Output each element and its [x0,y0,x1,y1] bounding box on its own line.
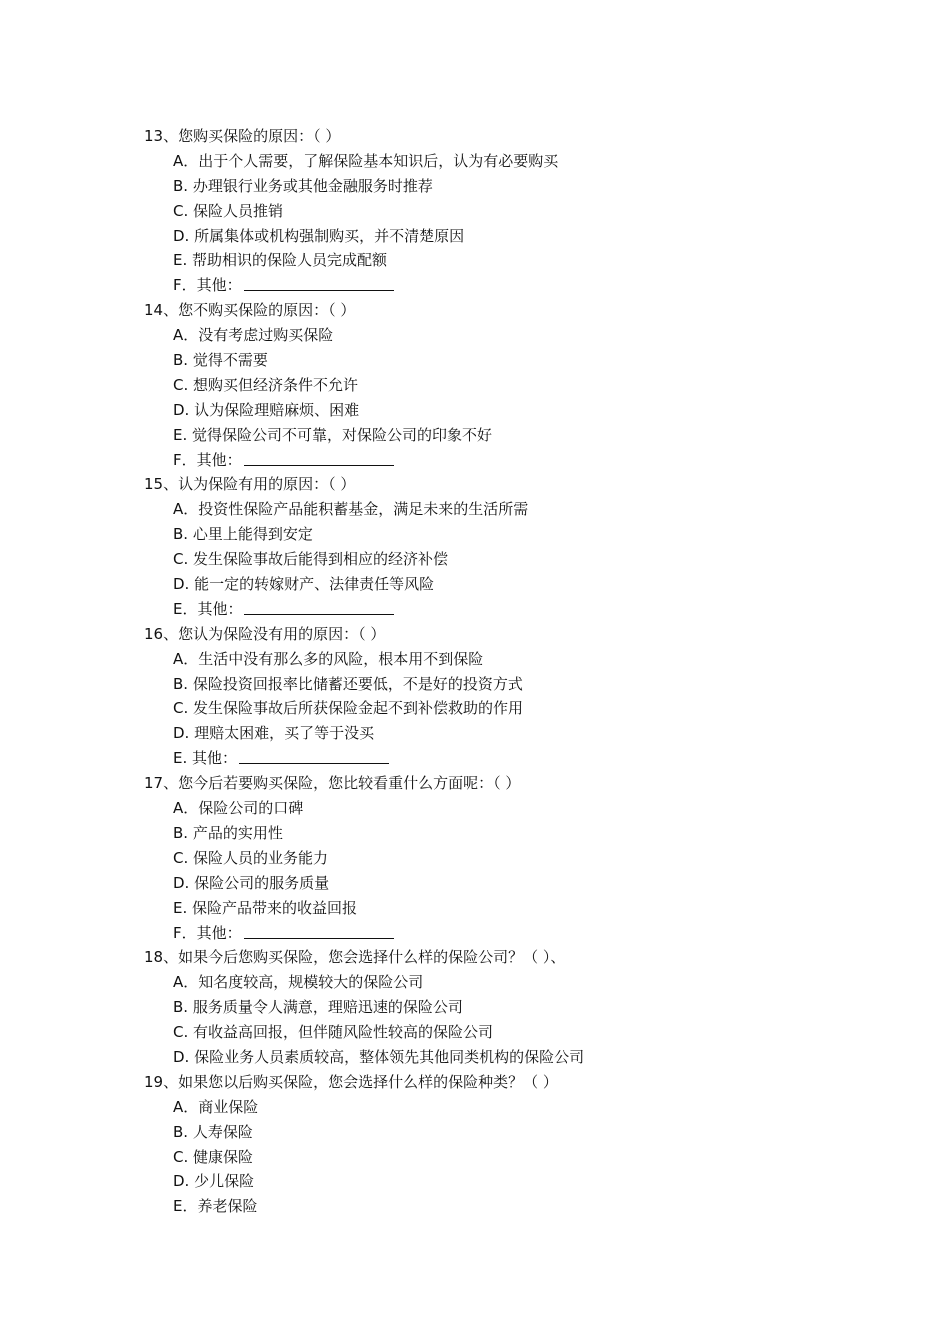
option-label: B. 心里上能得到安定 [173,525,313,544]
question-option [144,1169,904,1194]
question-option [144,796,904,821]
question-option [144,896,904,921]
question-option [144,721,904,746]
question-option [144,821,904,846]
option-label: A．出于个人需要，了解保险基本知识后，认为有必要购买 [173,151,559,170]
option-label: D. 认为保险理赔麻烦、困难 [173,400,360,419]
question-option [144,149,904,174]
question-option [144,522,904,547]
question-option [144,572,904,597]
question-option [144,348,904,373]
question-option [144,373,904,398]
option-label: D. 保险业务人员素质较高，整体领先其他同类机构的保险公司 [173,1047,585,1066]
question-option [144,248,904,273]
question-option [144,398,904,423]
fill-in-blank-line [244,613,394,615]
question-title: 19、如果您以后购买保险，您会选择什么样的保险种类？（ ） [144,1072,558,1091]
question-title: 17、您今后若要购买保险，您比较看重什么方面呢：（ ） [144,774,521,793]
question-option [144,497,904,522]
option-label: B. 产品的实用性 [173,823,283,842]
question-option [144,746,904,771]
question-option [144,995,904,1020]
question-option [144,846,904,871]
fill-in-blank-line [244,937,394,939]
question-title: 14、您不购买保险的原因：（ ） [144,301,356,320]
question-option [144,423,904,448]
question-option [144,672,904,697]
option-label: D. 理赔太困难，买了等于没买 [173,724,375,743]
fill-in-blank-line [244,289,394,291]
question-option [144,1045,904,1070]
question-option [144,647,904,672]
question-option [144,224,904,249]
question-option [144,174,904,199]
option-label: E．其他： [173,599,243,618]
fill-in-blank-line [244,464,394,466]
option-label: C. 保险人员推销 [173,201,284,220]
option-label: C. 发生保险事故后能得到相应的经济补偿 [173,550,449,569]
fill-in-blank-line [239,762,389,764]
option-label: C. 有收益高回报，但伴随风险性较高的保险公司 [173,1023,494,1042]
option-label: A．知名度较高，规模较大的保险公司 [173,973,424,992]
question-option [144,1020,904,1045]
question-option [144,323,904,348]
question-title: 18、如果今后您购买保险，您会选择什么样的保险公司？（ ）、 [144,948,566,967]
option-label: E．养老保险 [173,1197,258,1216]
question-option [144,921,904,946]
option-label: B. 保险投资回报率比储蓄还要低，不是好的投资方式 [173,674,523,693]
question-option [144,199,904,224]
option-label: D. 能一定的转嫁财产、法律责任等风险 [173,575,435,594]
question-option [144,547,904,572]
option-label: E. 其他： [173,749,238,768]
question-option [144,970,904,995]
question-title: 16、您认为保险没有用的原因：（ ） [144,624,386,643]
option-label: A．没有考虑过购买保险 [173,326,334,345]
question-option [144,448,904,473]
option-label: D. 所属集体或机构强制购买，并不清楚原因 [173,226,465,245]
option-label: A．商业保险 [173,1097,259,1116]
survey-questions [144,124,904,1219]
option-label: C. 想购买但经济条件不允许 [173,375,359,394]
question-option [144,597,904,622]
option-label: A．保险公司的口碑 [173,799,304,818]
question-option [144,696,904,721]
option-label: B. 觉得不需要 [173,351,268,370]
option-label: B. 人寿保险 [173,1122,253,1141]
question-option [144,1145,904,1170]
option-label: F．其他： [173,276,242,295]
question-option [144,1120,904,1145]
option-label: E. 觉得保险公司不可靠，对保险公司的印象不好 [173,425,493,444]
option-label: B. 服务质量令人满意，理赔迅速的保险公司 [173,998,463,1017]
question-option [144,273,904,298]
option-label: A．生活中没有那么多的风险，根本用不到保险 [173,649,484,668]
option-label: D. 保险公司的服务质量 [173,873,330,892]
option-label: D. 少儿保险 [173,1172,255,1191]
option-label: A．投资性保险产品能积蓄基金，满足未来的生活所需 [173,500,529,519]
option-label: C. 健康保险 [173,1147,254,1166]
question-title: 13、您购买保险的原因：（ ） [144,127,341,145]
option-label: F．其他： [173,450,242,469]
option-label: B. 办理银行业务或其他金融服务时推荐 [173,176,433,195]
question-option [144,871,904,896]
option-label: C. 保险人员的业务能力 [173,848,329,867]
option-label: C. 发生保险事故后所获保险金起不到补偿救助的作用 [173,699,524,718]
option-label: E. 帮助相识的保险人员完成配额 [173,251,388,270]
option-label: E. 保险产品带来的收益回报 [173,898,358,917]
question-title: 15、认为保险有用的原因：（ ） [144,475,356,494]
option-label: F．其他： [173,923,242,942]
question-option [144,1095,904,1120]
question-option [144,1194,904,1219]
